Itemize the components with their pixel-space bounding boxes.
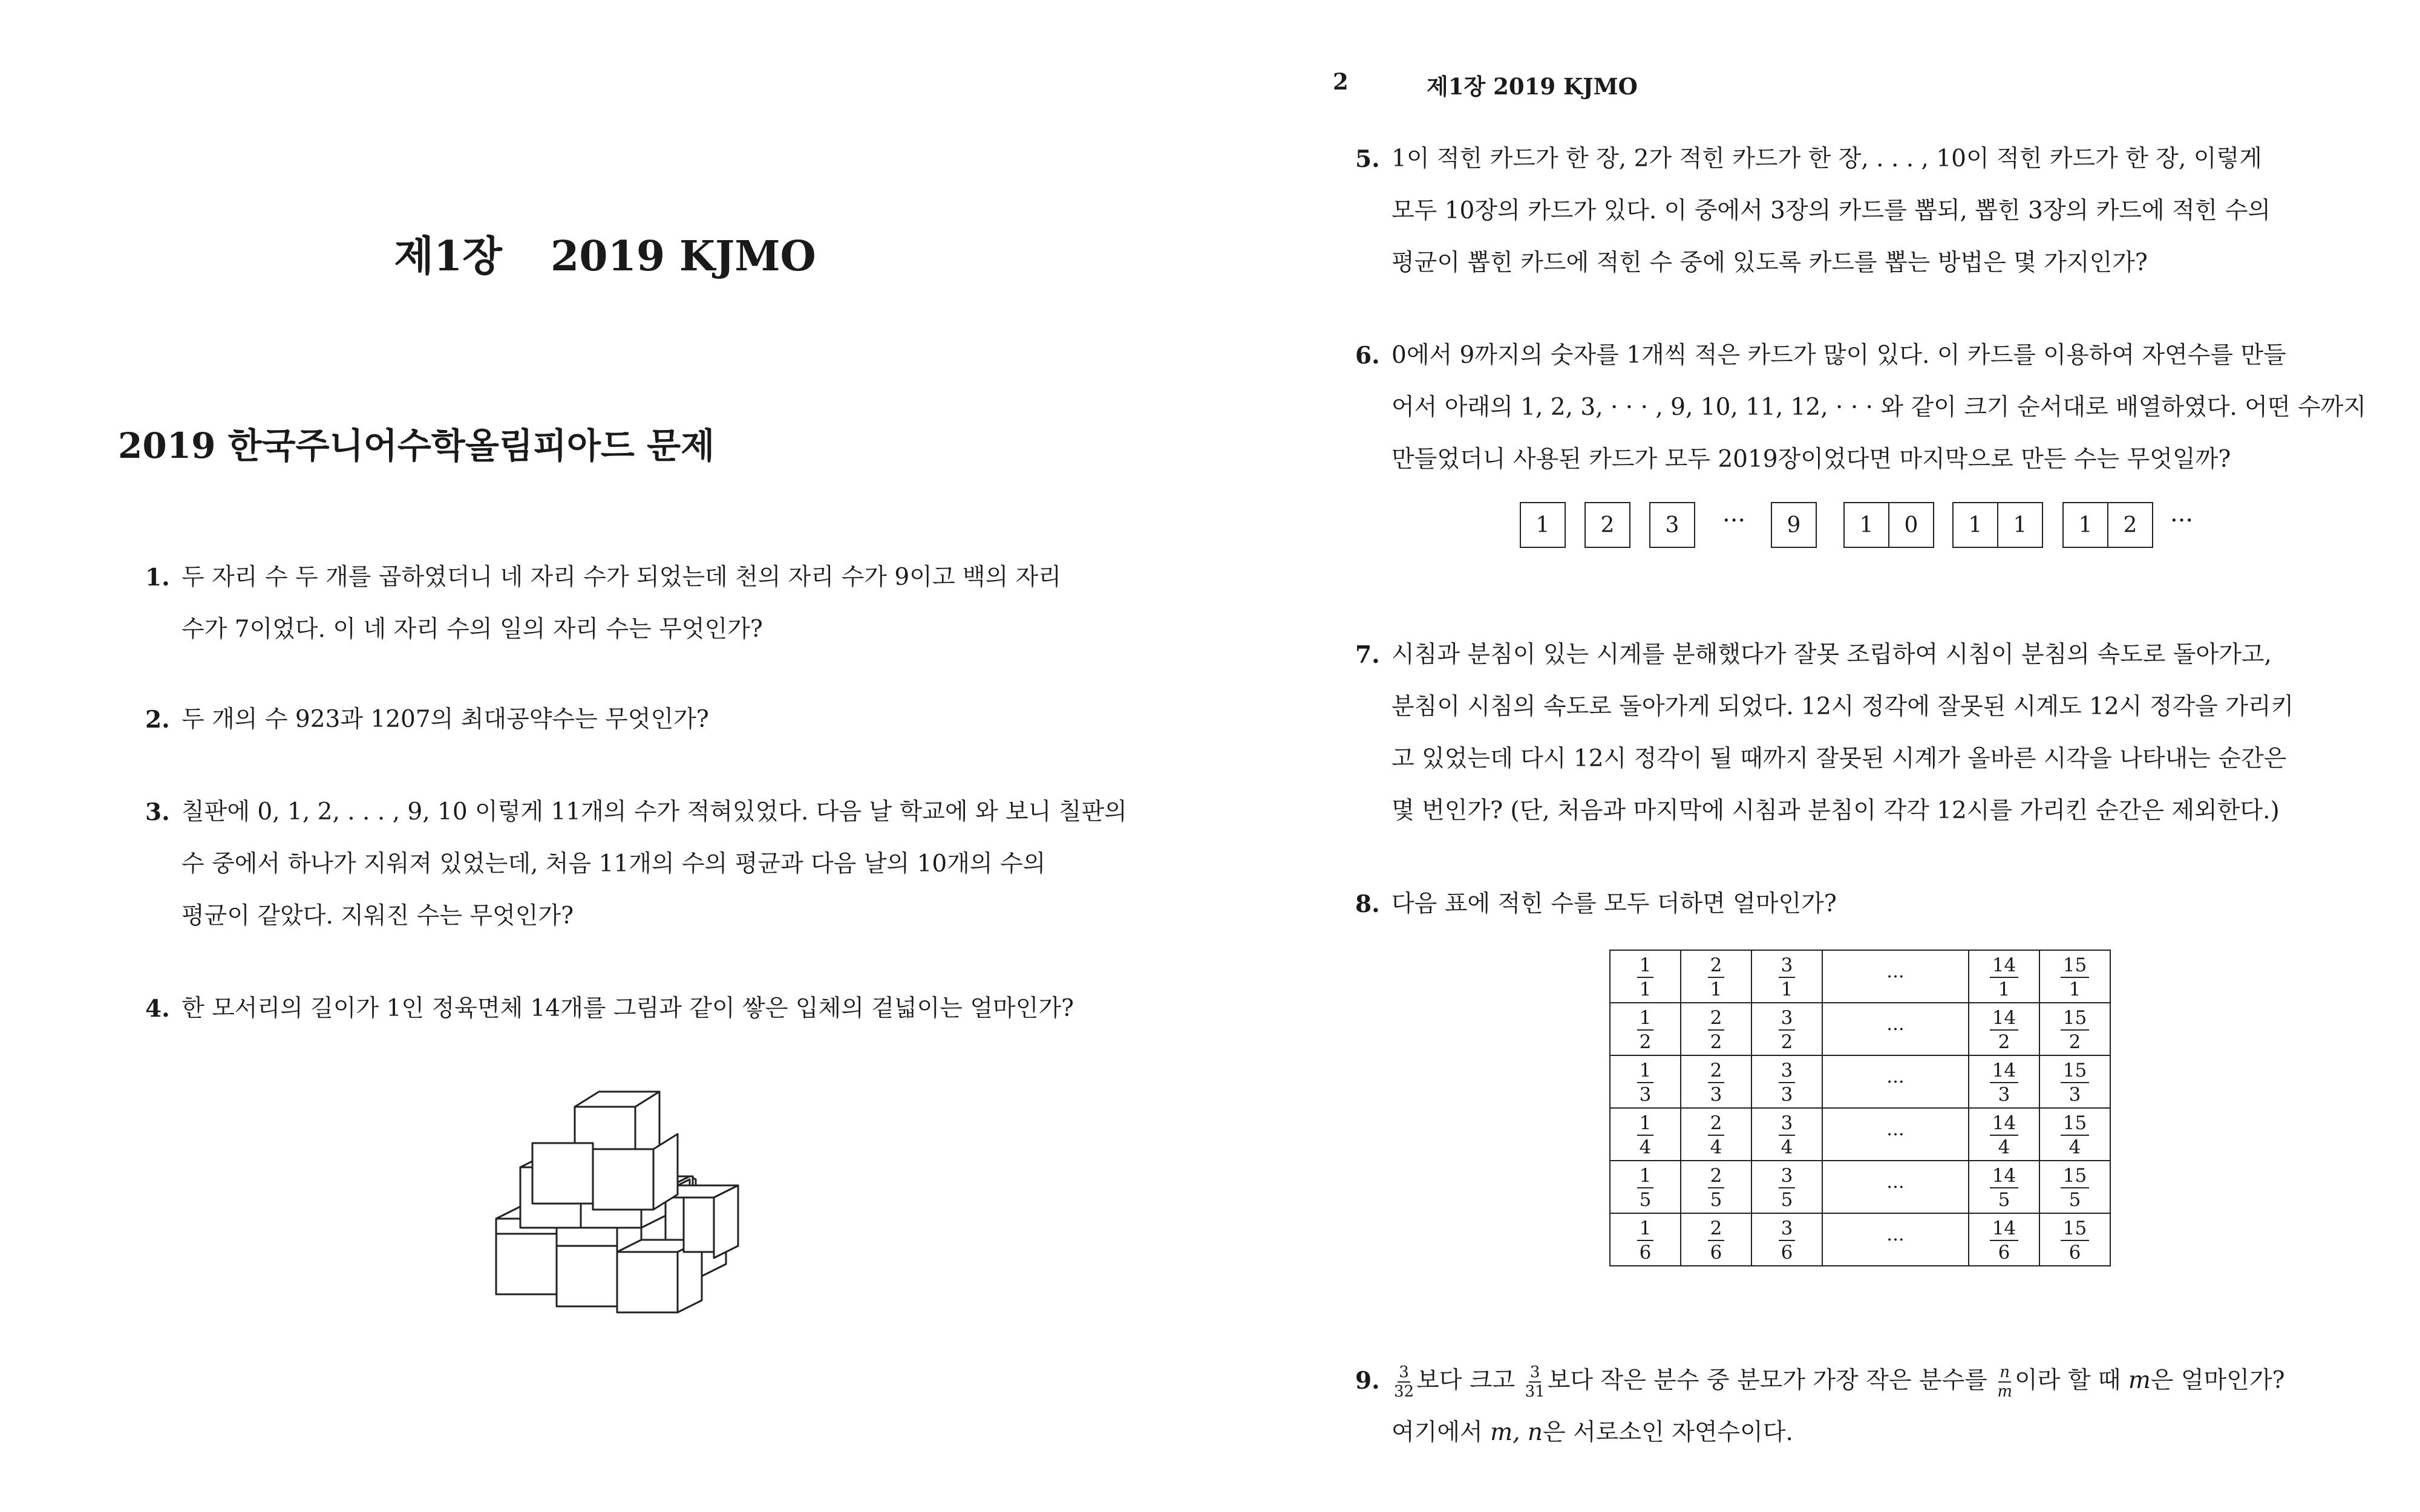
denominator: 4 (2068, 1136, 2081, 1158)
cell-ellipsis: ··· (1886, 1176, 1905, 1198)
problem-line: 1이 적힌 카드가 한 장, 2가 적힌 카드가 한 장, . . . , 10이 적힌 카드가 한 장, 이렇게 (1392, 145, 2262, 172)
fraction (1990, 1061, 2018, 1104)
problem-3 (145, 786, 1127, 942)
numerator: 1 (1637, 1114, 1654, 1136)
numerator: 14 (1990, 1167, 2018, 1188)
table-cell (2039, 1055, 2110, 1108)
numerator: 15 (2061, 1219, 2089, 1241)
cell-ellipsis: ··· (1886, 1228, 1905, 1251)
denominator: 6 (2068, 1241, 2081, 1263)
fraction (2061, 1061, 2089, 1104)
numerator: 3 (1399, 1363, 1409, 1381)
numerator: 2 (1708, 1009, 1725, 1031)
denominator: 5 (2068, 1188, 2081, 1211)
numerator: 14 (1990, 1061, 2018, 1083)
fraction (1990, 1114, 2018, 1157)
problem-line: 두 자리 수 두 개를 곱하였더니 네 자리 수가 되었는데 천의 자리 수가 9이고 백의 자리 (182, 564, 1062, 591)
digit-card: 3 (1649, 502, 1695, 548)
numerator: 1 (1637, 1219, 1654, 1241)
table-cell (1681, 1108, 1751, 1161)
numerator: 3 (1779, 1061, 1796, 1083)
digit-card: 2 (1584, 502, 1630, 548)
numerator: 3 (1779, 1219, 1796, 1241)
fraction (1779, 956, 1796, 999)
numerator: 3 (1779, 1167, 1796, 1188)
fraction (1708, 1114, 1725, 1157)
numerator: 2 (1708, 956, 1725, 978)
fraction (1990, 956, 2018, 999)
table-cell (1822, 1003, 1969, 1055)
table-cell (1610, 1161, 1681, 1213)
running-header: 제1장 2019 KJMO (1427, 73, 1638, 100)
page-number: 2 (1333, 68, 1349, 95)
table-cell (1822, 1055, 1969, 1108)
fraction (1779, 1114, 1796, 1157)
problem-number: 6. (1355, 342, 1380, 370)
numerator: 3 (1779, 1114, 1796, 1136)
cell-ellipsis: ··· (1886, 1123, 1905, 1145)
problem-number: 9. (1355, 1367, 1380, 1395)
section-title: 2019 한국주니어수학올림피아드 문제 (118, 425, 715, 466)
card-ellipsis: ··· (1722, 507, 1746, 535)
digit-card: 9 (1771, 502, 1817, 548)
table-cell (1969, 1108, 2039, 1161)
numerator: 2 (1708, 1167, 1725, 1188)
fraction (1525, 1364, 1545, 1400)
denominator: 1 (1639, 978, 1652, 1000)
problem-number: 3. (145, 798, 170, 826)
denominator: 4 (1710, 1136, 1722, 1158)
denominator: 4 (1998, 1136, 2010, 1158)
fraction (1637, 1114, 1654, 1157)
table-cell (2039, 1003, 2110, 1055)
table-cell (2039, 1213, 2110, 1266)
denominator: 1 (2068, 978, 2081, 1000)
fraction (1637, 1164, 1654, 1211)
denominator: 6 (1710, 1241, 1722, 1263)
table-cell (1751, 1161, 1822, 1213)
numerator: 14 (1990, 1114, 2018, 1136)
numerator: 1 (1637, 1061, 1654, 1083)
table-cell (1969, 1213, 2039, 1266)
table-cell (1751, 1055, 1822, 1108)
problem-line: 수가 7이었다. 이 네 자리 수의 일의 자리 수는 무엇인가? (182, 616, 763, 643)
fraction (2061, 1164, 2089, 1211)
denominator: m (1997, 1383, 2012, 1401)
digit-card: 1 (1520, 502, 1566, 548)
denominator: 3 (1781, 1083, 1793, 1106)
denominator: 4 (1781, 1136, 1793, 1158)
problem-line: 몇 번인가? (단, 처음과 마지막에 시침과 분침이 각각 12시를 가리킨 순간은 제외한다.) (1392, 797, 2280, 824)
right-page (1210, 0, 2420, 1512)
numerator: n (2000, 1363, 2010, 1381)
fraction (2061, 1219, 2089, 1262)
denominator: 3 (1710, 1083, 1722, 1106)
table-cell (1681, 1161, 1751, 1213)
denominator: 5 (1998, 1188, 2010, 1211)
fraction (1708, 1164, 1725, 1211)
problem-text: 여기에서 (1392, 1419, 1491, 1446)
denominator: 1 (1781, 978, 1793, 1000)
chapter-subtitle: 2019 KJMO (550, 232, 816, 281)
denominator: 2 (1710, 1031, 1722, 1053)
digit-card: 1 (1952, 502, 1998, 548)
table-cell (1610, 1003, 1681, 1055)
denominator: 3 (2068, 1083, 2081, 1106)
problem-line: 칠판에 0, 1, 2, . . . , 9, 10 이렇게 11개의 수가 적혀있었다. 다음 날 학교에 와 보니 칠판의 (182, 798, 1127, 826)
denominator: 5 (1781, 1188, 1793, 1211)
problem-2 (145, 694, 709, 746)
table-cell (1751, 1213, 1822, 1266)
problem-8 (1355, 878, 1837, 930)
numerator: 2 (1708, 1114, 1725, 1136)
fraction (1708, 956, 1725, 999)
table-cell (2039, 1108, 2110, 1161)
denominator: 1 (1998, 978, 2010, 1000)
denominator: 5 (1639, 1188, 1652, 1211)
fraction (1637, 956, 1654, 999)
fraction (1990, 1219, 2018, 1262)
denominator: 3 (1998, 1083, 2010, 1106)
numerator: 3 (1779, 1009, 1796, 1031)
numerator: 14 (1990, 956, 2018, 978)
problem-line: 모두 10장의 카드가 있다. 이 중에서 3장의 카드를 뽑되, 뽑힌 3장의 카드에 적힌 수의 (1392, 197, 2271, 224)
fraction (1708, 1061, 1725, 1104)
problem-5 (1355, 133, 2271, 289)
problem-number: 5. (1355, 145, 1380, 173)
cell-ellipsis: ··· (1886, 1070, 1905, 1093)
fraction (1637, 1006, 1654, 1053)
denominator: 6 (1639, 1241, 1652, 1263)
fraction (1708, 1219, 1725, 1262)
table-cell (1751, 950, 1822, 1003)
table-cell (1751, 1108, 1822, 1161)
denominator: 2 (1998, 1031, 2010, 1053)
problem-line: 한 모서리의 길이가 1인 정육면체 14개를 그림과 같이 쌓은 입체의 겉넓이는 얼마인가? (182, 995, 1074, 1022)
fraction (1990, 1164, 2018, 1211)
numerator: 15 (2061, 1167, 2089, 1188)
math-variable: m (2128, 1367, 2151, 1394)
digit-card: 1 (2062, 502, 2108, 548)
problem-1 (145, 552, 1061, 656)
digit-card: 1 (1843, 502, 1889, 548)
table-row (1610, 1055, 2110, 1108)
fraction (2061, 956, 2089, 999)
math-variable: m, n (1490, 1419, 1543, 1446)
fraction (1997, 1364, 2012, 1400)
table-row (1610, 1161, 2110, 1213)
table-cell (1610, 1108, 1681, 1161)
table-row (1610, 1213, 2110, 1266)
cube-pyramid-figure (484, 1052, 811, 1355)
card-ellipsis: ··· (2170, 507, 2194, 535)
problem-line (1392, 1407, 2285, 1459)
numerator: 3 (1779, 956, 1796, 978)
denominator: 6 (1998, 1241, 2010, 1263)
problem-text: 은 서로소인 자연수이다. (1543, 1419, 1793, 1446)
fraction (1637, 1219, 1654, 1262)
denominator: 31 (1525, 1383, 1545, 1401)
fraction (1990, 1006, 2018, 1053)
fraction (1779, 1219, 1796, 1262)
numerator: 2 (1708, 1061, 1725, 1083)
fraction (1779, 1061, 1796, 1104)
problem-4 (145, 983, 1074, 1035)
table-cell (1822, 950, 1969, 1003)
problem-9 (1355, 1355, 2285, 1459)
problem-line: 어서 아래의 1, 2, 3, · · · , 9, 10, 11, 12, · · · 와 같이 크기 순서대로 배열하였다. 어떤 수까지 (1392, 394, 2366, 421)
problem-number: 1. (145, 564, 170, 591)
table-cell (1681, 950, 1751, 1003)
denominator: 3 (1639, 1083, 1652, 1106)
problem-line: 고 있었는데 다시 12시 정각이 될 때까지 잘못된 시계가 올바른 시각을 나타내는 순간은 (1392, 745, 2287, 772)
denominator: 2 (2068, 1031, 2081, 1053)
table-cell (1822, 1161, 1969, 1213)
numerator: 14 (1990, 1219, 2018, 1241)
table-cell (1681, 1055, 1751, 1108)
numerator: 15 (2061, 1061, 2089, 1083)
numerator: 15 (2061, 1114, 2089, 1136)
problem-line (1392, 1355, 2285, 1407)
fraction (1394, 1364, 1414, 1400)
table-row (1610, 950, 2110, 1003)
numerator: 3 (1529, 1363, 1540, 1381)
table-cell (1681, 1003, 1751, 1055)
problem-text: 보다 작은 분수 중 분모가 가장 작은 분수를 (1547, 1367, 1995, 1394)
problem-line: 시침과 분침이 있는 시계를 분해했다가 잘못 조립하여 시침이 분침의 속도로 돌아가고, (1392, 641, 2272, 668)
fraction (1779, 1006, 1796, 1053)
table-cell (2039, 1161, 2110, 1213)
problem-6 (1355, 330, 2366, 486)
problem-line: 만들었더니 사용된 카드가 모두 2019장이었다면 마지막으로 만든 수는 무엇일까? (1392, 446, 2231, 473)
table-cell (1610, 950, 1681, 1003)
table-cell (1969, 950, 2039, 1003)
problem-number: 8. (1355, 890, 1380, 918)
fraction-table (1609, 950, 2111, 1266)
problem-line: 평균이 같았다. 지워진 수는 무엇인가? (182, 902, 574, 930)
table-cell (1969, 1161, 2039, 1213)
problem-line: 두 개의 수 923과 1207의 최대공약수는 무엇인가? (182, 706, 709, 733)
table-row (1610, 1108, 2110, 1161)
denominator: 4 (1639, 1136, 1652, 1158)
denominator: 5 (1710, 1188, 1722, 1211)
numerator: 1 (1637, 1167, 1654, 1188)
problem-line: 수 중에서 하나가 지워져 있었는데, 처음 11개의 수의 평균과 다음 날의 10개의 수의 (182, 850, 1046, 878)
denominator: 1 (1710, 978, 1722, 1000)
numerator: 15 (2061, 1009, 2089, 1031)
table-cell (1610, 1213, 1681, 1266)
problem-7 (1355, 629, 2294, 837)
problem-number: 4. (145, 995, 170, 1023)
table-cell (1751, 1003, 1822, 1055)
numerator: 15 (2061, 956, 2089, 978)
table-cell (1969, 1055, 2039, 1108)
digit-card: 0 (1888, 502, 1934, 548)
denominator: 6 (1781, 1241, 1793, 1263)
fraction (1708, 1006, 1725, 1053)
problem-text: 보다 크고 (1416, 1367, 1523, 1394)
table-row (1610, 1003, 2110, 1055)
fraction (1637, 1061, 1654, 1104)
problem-line: 다음 표에 적힌 수를 모두 더하면 얼마인가? (1392, 890, 1837, 917)
numerator: 2 (1708, 1219, 1725, 1241)
table-cell (1681, 1213, 1751, 1266)
digit-card: 1 (1997, 502, 2043, 548)
problem-line: 0에서 9까지의 숫자를 1개씩 적은 카드가 많이 있다. 이 카드를 이용하여 자연수를 만들 (1392, 342, 2286, 369)
table-cell (1969, 1003, 2039, 1055)
numerator: 1 (1637, 1009, 1654, 1031)
problem-text: 이라 할 때 (2014, 1367, 2128, 1394)
table-cell (1822, 1213, 1969, 1266)
table-cell (1822, 1108, 1969, 1161)
cell-ellipsis: ··· (1886, 1018, 1905, 1040)
problem-text: 은 얼마인가? (2150, 1367, 2285, 1394)
problem-line: 분침이 시침의 속도로 돌아가게 되었다. 12시 정각에 잘못된 시계도 12시 정각을 가리키 (1392, 693, 2294, 720)
denominator: 2 (1639, 1031, 1652, 1053)
table-cell (2039, 950, 2110, 1003)
numerator: 1 (1637, 956, 1654, 978)
digit-card: 2 (2107, 502, 2153, 548)
fraction (1779, 1164, 1796, 1211)
table-cell (1610, 1055, 1681, 1108)
denominator: 32 (1394, 1383, 1414, 1401)
problem-line: 평균이 뽑힌 카드에 적힌 수 중에 있도록 카드를 뽑는 방법은 몇 가지인가? (1392, 249, 2148, 276)
chapter-label: 제1장 (394, 232, 502, 281)
fraction (2061, 1114, 2089, 1157)
chapter-title (0, 224, 1210, 282)
numerator: 14 (1990, 1009, 2018, 1031)
fraction (2061, 1006, 2089, 1053)
cell-ellipsis: ··· (1886, 965, 1905, 988)
denominator: 2 (1781, 1031, 1793, 1053)
problem-number: 2. (145, 706, 170, 734)
problem-number: 7. (1355, 641, 1380, 669)
